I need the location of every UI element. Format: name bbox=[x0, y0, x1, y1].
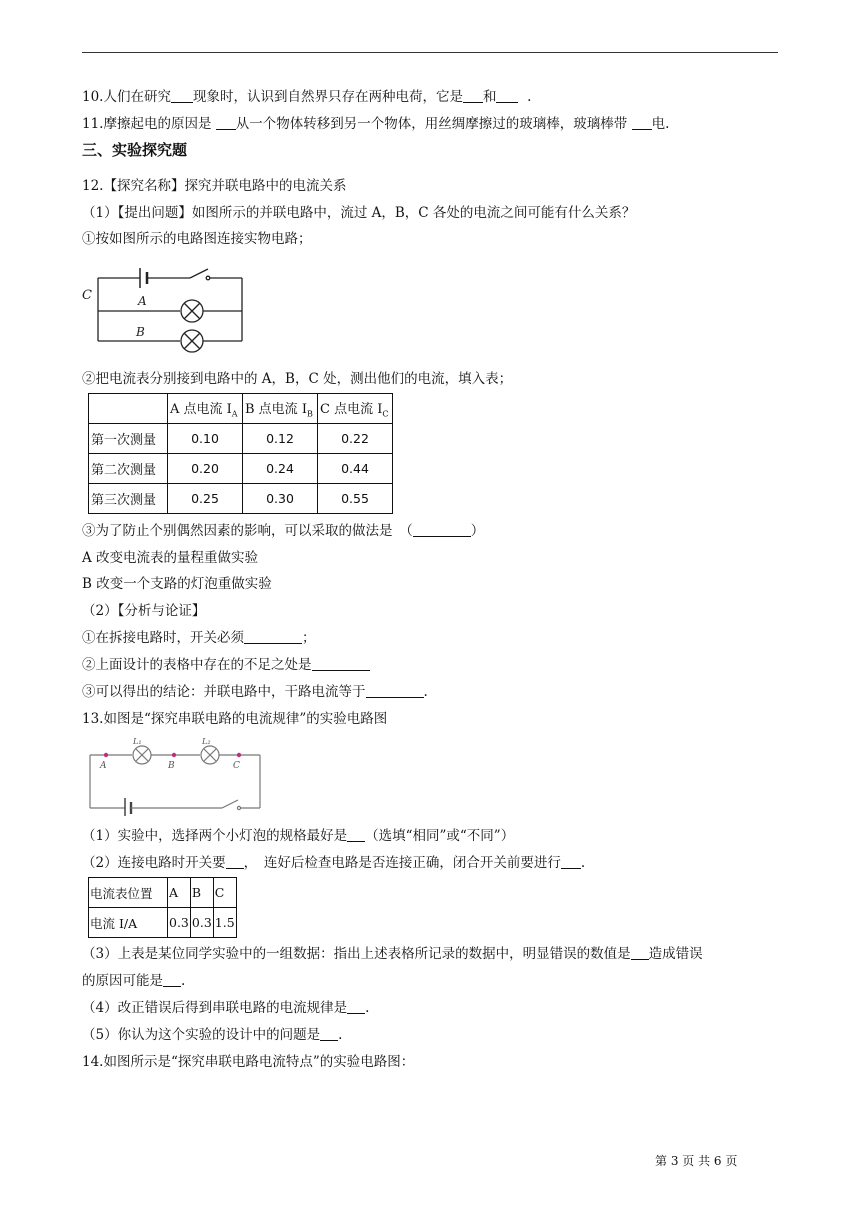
blank bbox=[366, 683, 424, 698]
table-row: 第一次测量 0.10 0.12 0.22 bbox=[89, 424, 393, 454]
blank bbox=[312, 656, 370, 671]
question-10: 10.人们在研究 现象时，认识到自然界只存在两种电荷，它是 和 . bbox=[82, 89, 532, 105]
label-b: B bbox=[136, 325, 145, 339]
q13-part3-cont: 的原因可能是 . bbox=[82, 973, 186, 989]
q12-step3: ③为了防止个别偶然因素的影响，可以采取的做法是 （ ） bbox=[82, 523, 485, 539]
blank bbox=[631, 945, 649, 960]
q12-part2: （2）【分析与论证】 bbox=[82, 603, 206, 619]
table-row: 第二次测量 0.20 0.24 0.44 bbox=[89, 454, 393, 484]
q12-analysis-1: ①在拆接电路时，开关必须 ； bbox=[82, 630, 316, 646]
series-circuit-diagram bbox=[84, 736, 264, 816]
q13-part4: （4）改正错误后得到串联电路的电流规律是 . bbox=[82, 1000, 370, 1016]
q13-part3: （3）上表是某位同学实验中的一组数据：指出上述表格所记录的数据中，明显错误的数值是 造成错误 bbox=[82, 946, 703, 962]
q12-part1: （1）【提出问题】如图所示的并联电路中，流过 A，B，C 各处的电流之间可能有什么关系？ bbox=[82, 205, 636, 221]
blank bbox=[171, 88, 193, 103]
q12-step1: ①按如图所示的电路图连接实物电路； bbox=[82, 231, 312, 247]
q12-analysis-3: ③可以得出的结论：并联电路中，干路电流等于 . bbox=[82, 684, 428, 700]
table-header-row: 电流表位置 A B C bbox=[89, 878, 237, 908]
q12-step2: ②把电流表分别接到电路中的 A，B，C 处，测出他们的电流，填入表； bbox=[82, 371, 513, 387]
question-11: 11.摩擦起电的原因是 从一个物体转移到另一个物体，用丝绸摩擦过的玻璃棒，玻璃棒带 电. bbox=[82, 116, 670, 132]
blank bbox=[226, 854, 244, 869]
blank bbox=[244, 629, 302, 644]
blank bbox=[496, 88, 518, 103]
label-a: A bbox=[138, 294, 147, 308]
q13-part2: （2）连接电路时开关要 ， 连好后检查电路是否连接正确，闭合开关前要进行 . bbox=[82, 855, 586, 871]
q14-title: 14.如图所示是“探究串联电路电流特点”的实验电路图： bbox=[82, 1054, 415, 1070]
table-corner-cell bbox=[89, 394, 168, 424]
blank bbox=[561, 854, 581, 869]
table-header: C 点电流 $I_C$ bbox=[318, 394, 393, 424]
table-header: A 点电流 $I_A$ bbox=[168, 394, 243, 424]
blank bbox=[347, 999, 365, 1014]
parallel-current-table bbox=[88, 393, 393, 514]
blank bbox=[347, 827, 365, 842]
header-rule bbox=[82, 52, 778, 53]
label-l2: L₂ bbox=[202, 737, 211, 746]
q13-title: 13.如图是“探究串联电路的电流规律”的实验电路图 bbox=[82, 711, 388, 727]
table-row: 第三次测量 0.25 0.30 0.55 bbox=[89, 484, 393, 514]
label-a: A bbox=[100, 761, 107, 771]
blank bbox=[413, 522, 471, 537]
blank bbox=[163, 972, 181, 987]
blank bbox=[632, 115, 652, 130]
q13-part5: （5）你认为这个实验的设计中的问题是 . bbox=[82, 1027, 343, 1043]
table-header-row bbox=[89, 394, 393, 424]
page-footer: 第 3 页 共 6 页 bbox=[655, 1154, 738, 1168]
label-b: B bbox=[168, 761, 175, 771]
option-a: A 改变电流表的量程重做实验 bbox=[82, 550, 259, 566]
blank bbox=[320, 1026, 338, 1041]
label-c: C bbox=[82, 288, 92, 303]
table-row: 电流 I/A 0.3 0.3 1.5 bbox=[89, 908, 237, 938]
q12-title: 12.【探究名称】探究并联电路中的电流关系 bbox=[82, 178, 347, 194]
label-l1: L₁ bbox=[133, 737, 142, 746]
series-current-table bbox=[88, 877, 237, 938]
option-b: B 改变一个支路的灯泡重做实验 bbox=[82, 576, 272, 592]
q12-analysis-2: ②上面设计的表格中存在的不足之处是 bbox=[82, 656, 370, 674]
label-c: C bbox=[233, 761, 240, 771]
blank bbox=[216, 115, 236, 130]
table-header: B 点电流 $I_B$ bbox=[243, 394, 318, 424]
section-heading: 三、实验探究题 bbox=[82, 141, 188, 159]
q13-part1: （1）实验中，选择两个小灯泡的规格最好是 （选填“相同”或“不同”） bbox=[82, 828, 515, 844]
blank bbox=[463, 88, 483, 103]
parallel-circuit-diagram bbox=[80, 258, 250, 358]
